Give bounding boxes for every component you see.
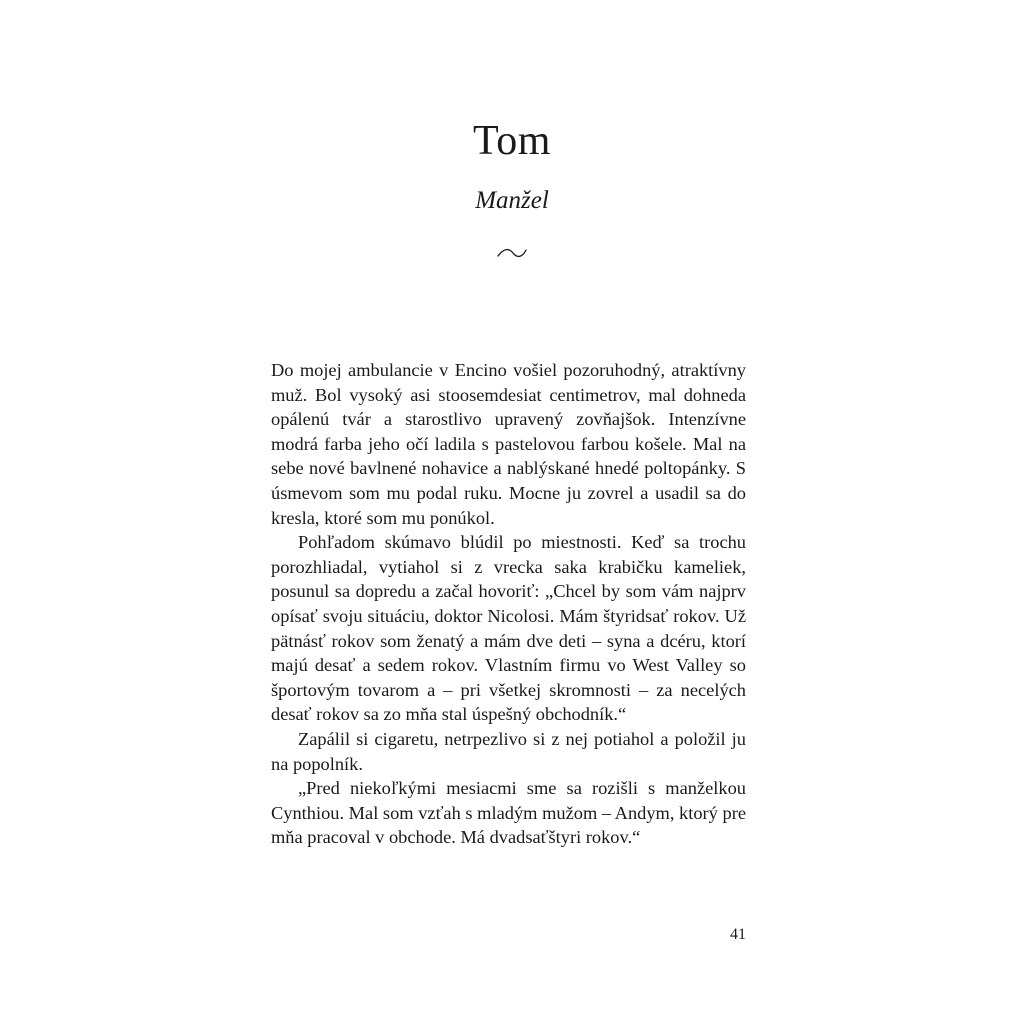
chapter-title: Tom	[473, 118, 551, 164]
chapter-body	[271, 358, 746, 850]
chapter-subtitle: Manžel	[475, 187, 549, 214]
paragraph: Zapálil si cigaretu, netrpezlivo si z nej potiahol a položil ju na popolník.	[271, 728, 746, 774]
page-number: 41	[730, 926, 746, 943]
paragraph: Pohľadom skúmavo blúdil po miestnosti. Keď sa trochu porozhliadal, vytiahol si z vrecka saka krabičku kameliek, posunul sa dopredu a začal hovoriť: „Chcel by som vám najprv opísať svoju situáciu, doktor Nicolosi. Mám štyridsať rokov. Už pätnásť rokov som ženatý a mám dve deti – syna a dcéru, ktorí majú desať a sedem rokov. Vlastním firmu vo West Valley so športovým tovarom a – pri všetkej skromnosti – za necelých desať rokov sa zo mňa stal úspešný obchodník.“	[271, 532, 746, 725]
paragraph: „Pred niekoľkými mesiacmi sme sa rozišli s manželkou Cynthiou. Mal som vzťah s mladým mužom – Andym, ktorý pre mňa pracoval v obchode. Má dvadsaťštyri rokov.“	[271, 778, 746, 848]
paragraph: Do mojej ambulancie v Encino vošiel pozoruhodný, atraktívny muž. Bol vysoký asi stoosemdesiat centimetrov, mal dohneda opálenú tvár a starostlivo upravený zovňajšok. Intenzívne modrá farba jeho očí ladila s pastelovou farbou košele. Mal na sebe nové bavlnené nohavice a nablýskané hnedé poltopánky. S úsmevom som mu podal ruku. Mocne ju zovrel a usadil sa do kresla, ktoré som mu ponúkol.	[271, 360, 746, 528]
tilde-ornament-icon	[496, 244, 528, 262]
